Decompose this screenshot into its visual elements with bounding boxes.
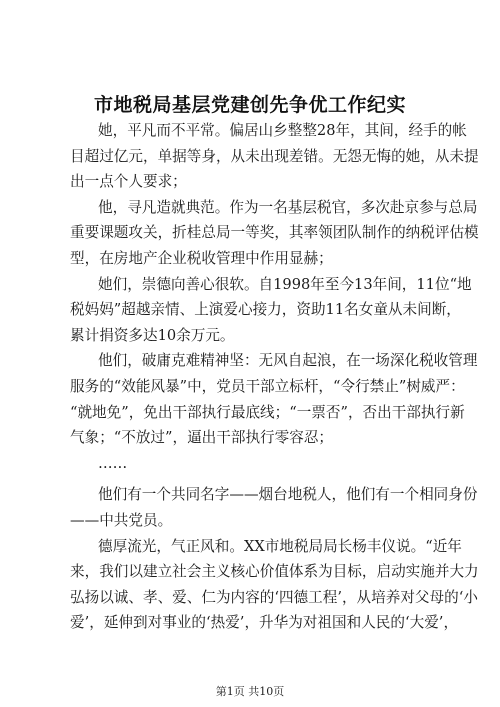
text-line: 弘扬以诚、孝、爱、仁为内容的‘四德工程’，从培养对父母的‘小 — [70, 588, 478, 606]
text-line: 来，我们以建立社会主义核心价值体系为目标，启动实施并大力 — [70, 563, 479, 581]
text-line: “就地免”，免出干部执行最底线；“一票否”，否出干部执行新 — [70, 403, 465, 421]
text-line: 他，寻凡造就典范。作为一名基层税官，多次赴京参与总局 — [98, 198, 478, 216]
text-line: 他们有一个共同名字——烟台地税人，他们有一个相同身份 — [98, 486, 478, 504]
page-number: 第1页 共10页 — [215, 685, 285, 698]
paragraph — [70, 195, 479, 272]
paragraph — [70, 534, 479, 636]
paragraph — [70, 118, 479, 195]
paragraph — [70, 482, 478, 533]
text-line: ——中共党员。 — [70, 511, 173, 529]
text-line: 她，平凡而不平常。偏居山乡整整28年，其间，经手的帐 — [98, 122, 467, 139]
text-line: 他们，破庸克难精神坚：无风自起浪，在一场深化税收管理 — [98, 352, 478, 370]
text-line: 税妈妈”超越亲情、上演爱心接力，资助11名女童从未间断， — [70, 301, 461, 319]
document-title: 市地税局基层党建创先争优工作纪实 — [93, 94, 406, 116]
paragraph — [70, 272, 472, 349]
text-line: 出一点个人要求； — [70, 173, 187, 191]
text-line: 重要课题攻关，折桂总局一等奖，其率领团队制作的纳税评估模 — [70, 224, 479, 242]
text-line: 型，在房地产企业税收管理中作用显赫； — [70, 249, 333, 267]
text-line: 服务的“效能风暴”中，党员干部立标杆，“令行禁止”树威严： — [70, 377, 465, 395]
text-line: 累计捐资多达10余万元。 — [70, 326, 235, 344]
text-line: 爱’，延伸到对事业的‘热爱’，升华为对祖国和人民的‘大爱’， — [70, 614, 459, 632]
text-line: 目超过亿元，单据等身，从未出现差错。无怨无悔的她，从未提 — [70, 147, 479, 165]
ellipsis-line: …… — [98, 454, 128, 472]
paragraph — [70, 348, 478, 450]
paragraph — [70, 451, 432, 477]
text-line: 德厚流光，气正风和。XX市地税局局长杨丰仪说。“近年 — [98, 537, 462, 555]
document-body — [70, 118, 479, 636]
text-line: 她们，崇德向善心很软。自1998年至今13年间，11位“地 — [98, 275, 472, 293]
text-line: 气象；“不放过”，逼出干部执行零容忍； — [70, 429, 334, 447]
